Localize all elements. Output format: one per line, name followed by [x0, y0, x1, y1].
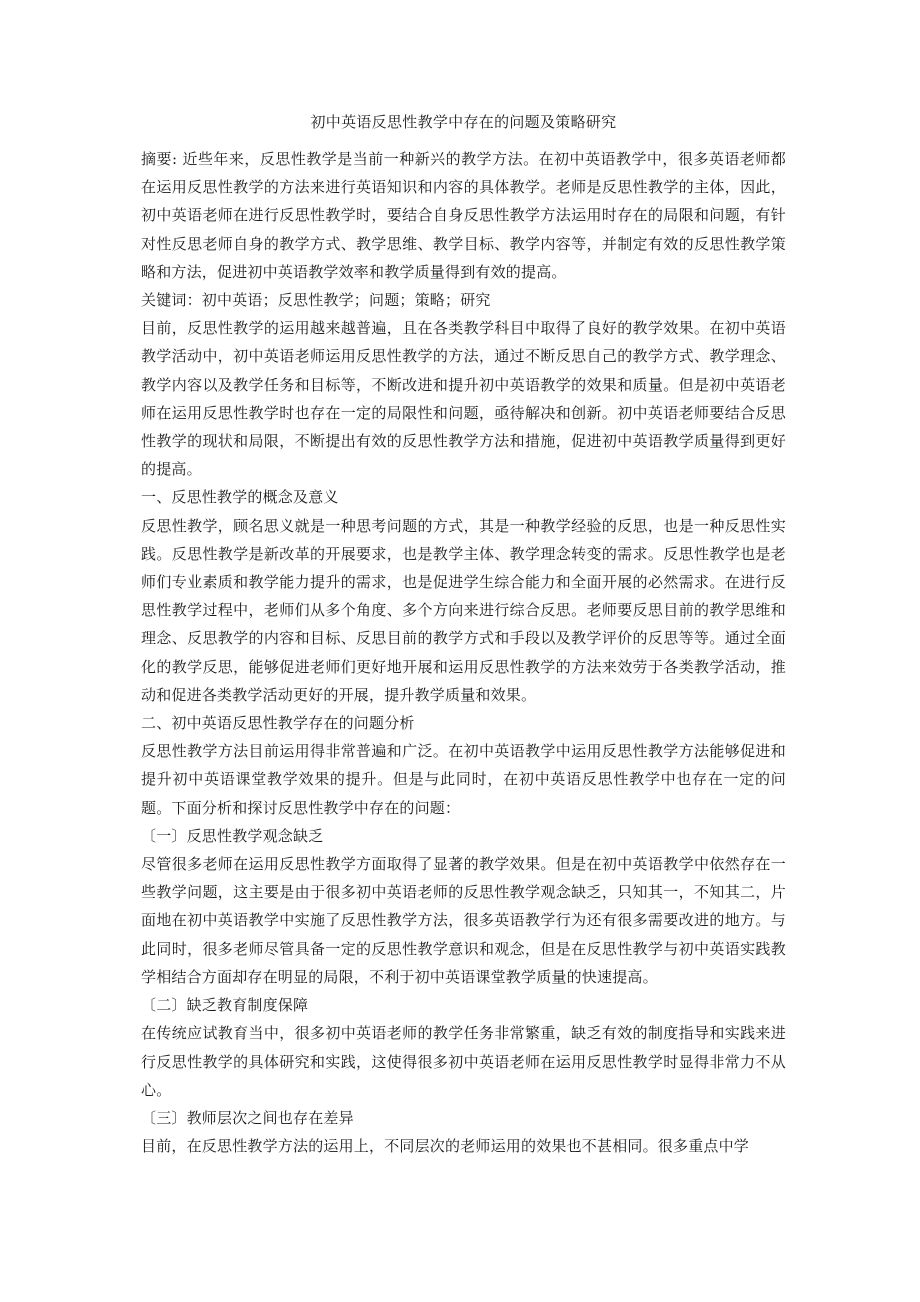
subsection-2-paragraph: 在传统应试教育当中，很多初中英语老师的教学任务非常繁重，缺乏有效的制度指导和实践来进行反思性教学的具体研究和实践，这使得很多初中英语老师在运用反思性教学时显得非常力不从心。	[141, 1024, 786, 1099]
subsection-heading-3: 〔三〕教师层次之间也存在差异	[141, 1108, 354, 1127]
section-heading-1: 一、反思性教学的概念及意义	[141, 488, 339, 507]
section-heading-2: 二、初中英语反思性教学存在的问题分析	[141, 714, 415, 733]
subsection-1-paragraph: 尽管很多老师在运用反思性教学方面取得了显著的教学效果。但是在初中英语教学中依然存在一些教学问题，这主要是由于很多初中英语老师的反思性教学观念缺乏，只知其一，不知其二，片面地在初中英语教学中实施了反思性教学方法，很多英语教学行为还有很多需要改进的地方。与此同时，很多老师尽管具备一定的反思性教学意识和观念，但是在反思性教学与初中英语实践教学相结合方面却存在明显的局限，不利于初中英语课堂教学质量的快速提高。	[141, 855, 786, 986]
subsection-3-paragraph: 目前，在反思性教学方法的运用上，不同层次的老师运用的效果也不甚相同。很多重点中学	[141, 1137, 750, 1156]
section-1-paragraph: 反思性教学，顾名思义就是一种思考问题的方式，其是一种教学经验的反思，也是一种反思性实践。反思性教学是新改革的开展要求，也是教学主体、教学理念转变的需求。反思性教学也是老师们专业素质和教学能力提升的需求，也是促进学生综合能力和全面开展的必然需求。在进行反思性教学过程中，老师们从多个角度、多个方向来进行综合反思。老师要反思目前的教学思维和理念、反思教学的内容和目标、反思目前的教学方式和手段以及教学评价的反思等等。通过全面化的教学反思，能够促进老师们更好地开展和运用反思性教学的方法来效劳于各类教学活动，推动和促进各类教学活动更好的开展，提升教学质量和效果。	[141, 516, 786, 704]
document-title: 初中英语反思性教学中存在的问题及策略研究	[310, 113, 617, 131]
subsection-heading-2: 〔二〕缺乏教育制度保障	[141, 996, 309, 1015]
intro-paragraph: 目前，反思性教学的运用越来越普遍，且在各类教学科目中取得了良好的教学效果。在初中英语教学活动中，初中英语老师运用反思性教学的方法，通过不断反思自己的教学方式、教学理念、教学内容以及教学任务和目标等，不断改进和提升初中英语教学的效果和质量。但是初中英语老师在运用反思性教学时也存在一定的局限性和问题，亟待解决和创新。初中英语老师要结合反思性教学的现状和局限，不断提出有效的反思性教学方法和措施，促进初中英语教学质量得到更好的提高。	[141, 319, 786, 479]
subsection-heading-1: 〔一〕反思性教学观念缺乏	[141, 826, 324, 845]
document-page	[141, 112, 786, 1160]
abstract-paragraph: 摘要: 近些年来，反思性教学是当前一种新兴的教学方法。在初中英语教学中，很多英语老师都在运用反思性教学的方法来进行英语知识和内容的具体教学。老师是反思性教学的主体，因此，初中英语老师在进行反思性教学时，要结合自身反思性教学方法运用时存在的局限和问题，有针对性反思老师自身的教学方式、教学思维、教学目标、教学内容等，并制定有效的反思性教学策略和方法，促进初中英语教学效率和教学质量得到有效的提高。	[141, 150, 786, 281]
keywords-line: 关键词：初中英语；反思性教学；问题；策略；研究	[141, 291, 491, 310]
section-2-paragraph: 反思性教学方法目前运用得非常普遍和广泛。在初中英语教学中运用反思性教学方法能够促进和提升初中英语课堂教学效果的提升。但是与此同时，在初中英语反思性教学中也存在一定的问题。下面分析和探讨反思性教学中存在的问题：	[141, 742, 786, 817]
